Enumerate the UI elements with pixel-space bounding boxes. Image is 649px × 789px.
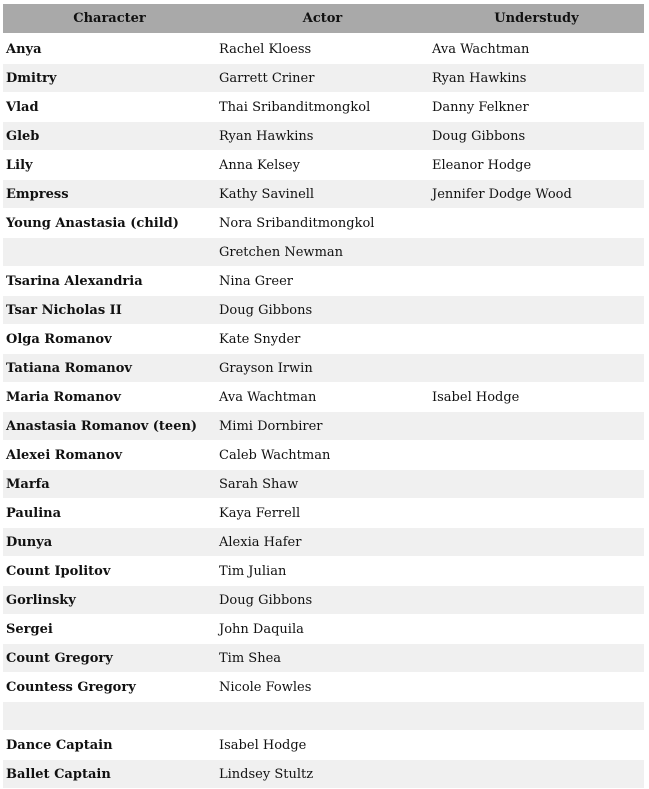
cell-character: Empress	[3, 180, 216, 209]
cell-actor: Doug Gibbons	[216, 586, 429, 615]
table-row	[3, 702, 644, 731]
cast-table-container	[3, 4, 644, 789]
cell-actor: Mimi Dornbirer	[216, 412, 429, 441]
header-understudy: Understudy	[429, 4, 644, 34]
table-row	[3, 499, 644, 528]
header-character: Character	[3, 4, 216, 34]
table-row	[3, 122, 644, 151]
cell-character: Paulina	[3, 499, 216, 528]
cell-actor: Kaya Ferrell	[216, 499, 429, 528]
cell-character: Dance Captain	[3, 731, 216, 760]
cell-understudy	[429, 615, 644, 644]
cell-character: Ballet Captain	[3, 760, 216, 789]
cell-understudy	[429, 296, 644, 325]
table-row	[3, 383, 644, 412]
cell-character: Sergei	[3, 615, 216, 644]
cell-character: Vlad	[3, 93, 216, 122]
table-row	[3, 93, 644, 122]
table-row	[3, 731, 644, 760]
table-row	[3, 470, 644, 499]
cell-character: Anastasia Romanov (teen)	[3, 412, 216, 441]
table-row	[3, 209, 644, 238]
cell-understudy	[429, 702, 644, 731]
cell-understudy: Ava Wachtman	[429, 34, 644, 64]
cell-actor: Tim Julian	[216, 557, 429, 586]
table-row	[3, 644, 644, 673]
cell-character: Tsarina Alexandria	[3, 267, 216, 296]
cell-understudy: Danny Felkner	[429, 93, 644, 122]
cell-actor: Nora Sribanditmongkol	[216, 209, 429, 238]
cell-actor: Nicole Fowles	[216, 673, 429, 702]
table-row	[3, 441, 644, 470]
cell-character	[3, 238, 216, 267]
cell-character: Marfa	[3, 470, 216, 499]
cell-actor: John Daquila	[216, 615, 429, 644]
cell-character: Dunya	[3, 528, 216, 557]
cell-understudy	[429, 354, 644, 383]
table-header	[3, 4, 644, 34]
cell-actor: Isabel Hodge	[216, 731, 429, 760]
cell-actor: Ava Wachtman	[216, 383, 429, 412]
cell-character: Maria Romanov	[3, 383, 216, 412]
cell-character: Count Gregory	[3, 644, 216, 673]
cell-understudy	[429, 557, 644, 586]
cell-actor: Sarah Shaw	[216, 470, 429, 499]
cell-character: Young Anastasia (child)	[3, 209, 216, 238]
cell-character	[3, 702, 216, 731]
cell-understudy: Ryan Hawkins	[429, 64, 644, 93]
cell-character: Count Ipolitov	[3, 557, 216, 586]
cell-understudy	[429, 586, 644, 615]
table-row	[3, 296, 644, 325]
cell-understudy: Jennifer Dodge Wood	[429, 180, 644, 209]
cell-character: Anya	[3, 34, 216, 64]
cell-actor: Anna Kelsey	[216, 151, 429, 180]
cell-actor: Tim Shea	[216, 644, 429, 673]
cell-actor: Caleb Wachtman	[216, 441, 429, 470]
cell-understudy	[429, 412, 644, 441]
cell-actor: Garrett Criner	[216, 64, 429, 93]
cell-understudy	[429, 325, 644, 354]
cell-understudy	[429, 470, 644, 499]
table-row	[3, 354, 644, 383]
table-body	[3, 34, 644, 789]
table-row	[3, 34, 644, 64]
cell-understudy	[429, 673, 644, 702]
header-row	[3, 4, 644, 34]
cell-understudy	[429, 644, 644, 673]
cell-actor: Rachel Kloess	[216, 34, 429, 64]
cell-character: Countess Gregory	[3, 673, 216, 702]
cell-character: Tsar Nicholas II	[3, 296, 216, 325]
cell-actor: Alexia Hafer	[216, 528, 429, 557]
table-row	[3, 267, 644, 296]
cell-understudy: Eleanor Hodge	[429, 151, 644, 180]
cell-actor: Doug Gibbons	[216, 296, 429, 325]
cell-actor	[216, 702, 429, 731]
cell-actor: Kate Snyder	[216, 325, 429, 354]
table-row	[3, 615, 644, 644]
cell-actor: Lindsey Stultz	[216, 760, 429, 789]
table-row	[3, 586, 644, 615]
cell-understudy	[429, 499, 644, 528]
table-row	[3, 238, 644, 267]
cell-understudy	[429, 528, 644, 557]
cell-actor: Gretchen Newman	[216, 238, 429, 267]
cell-actor: Grayson Irwin	[216, 354, 429, 383]
table-row	[3, 528, 644, 557]
cell-character: Lily	[3, 151, 216, 180]
cell-actor: Kathy Savinell	[216, 180, 429, 209]
cell-actor: Ryan Hawkins	[216, 122, 429, 151]
cell-character: Tatiana Romanov	[3, 354, 216, 383]
table-row	[3, 325, 644, 354]
cell-character: Gorlinsky	[3, 586, 216, 615]
header-actor: Actor	[216, 4, 429, 34]
cast-table	[3, 4, 644, 789]
cell-actor: Nina Greer	[216, 267, 429, 296]
cell-understudy	[429, 267, 644, 296]
table-row	[3, 673, 644, 702]
cell-understudy	[429, 238, 644, 267]
cell-actor: Thai Sribanditmongkol	[216, 93, 429, 122]
table-row	[3, 151, 644, 180]
cell-understudy	[429, 760, 644, 789]
cell-understudy: Isabel Hodge	[429, 383, 644, 412]
table-row	[3, 412, 644, 441]
cell-understudy	[429, 209, 644, 238]
cell-character: Alexei Romanov	[3, 441, 216, 470]
cell-understudy: Doug Gibbons	[429, 122, 644, 151]
cell-understudy	[429, 731, 644, 760]
table-row	[3, 557, 644, 586]
table-row	[3, 760, 644, 789]
cell-character: Gleb	[3, 122, 216, 151]
cell-understudy	[429, 441, 644, 470]
table-row	[3, 180, 644, 209]
table-row	[3, 64, 644, 93]
cell-character: Dmitry	[3, 64, 216, 93]
cell-character: Olga Romanov	[3, 325, 216, 354]
